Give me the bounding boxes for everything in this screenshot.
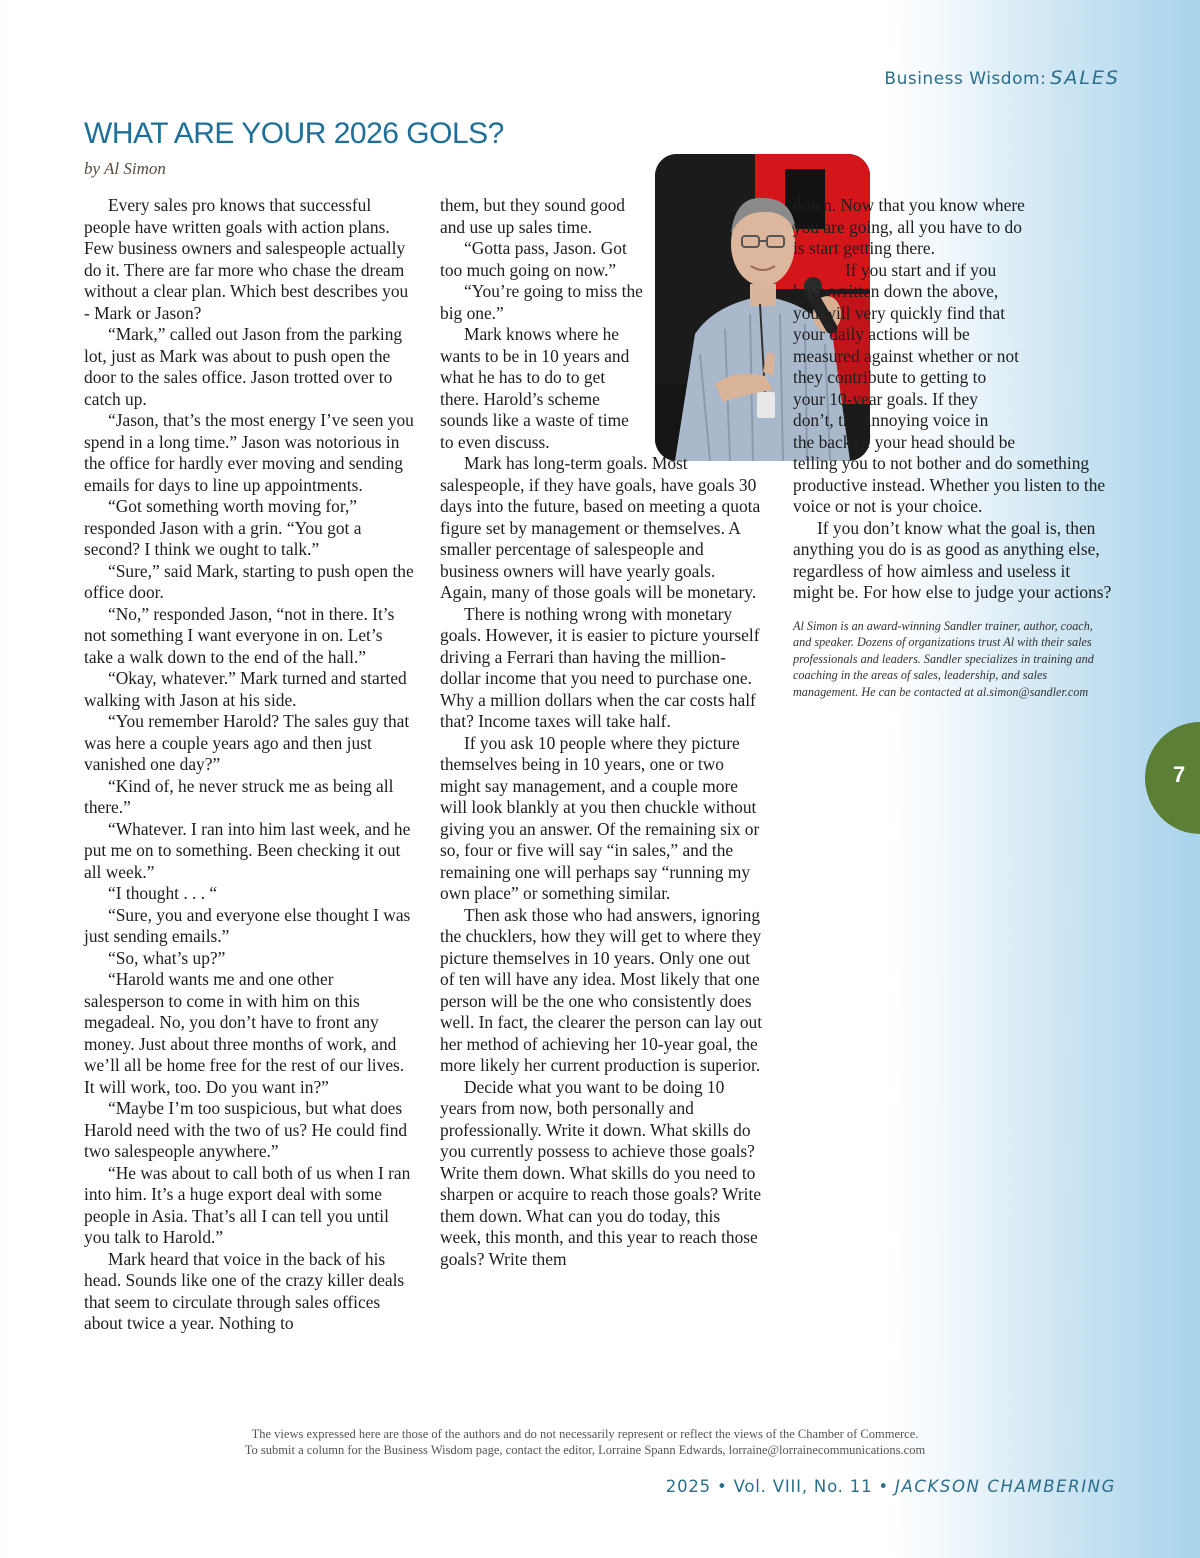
footer-publication: JACKSON CHAMBERING [895,1477,1116,1496]
paragraph: “He was about to call both of us when I ran into him. It’s a huge export deal with some people in Asia. That’s all I can tell you until you talk to Harold.” [84,1162,411,1247]
page-footer [666,1477,1116,1496]
disclaimer-line: The views expressed here are those of the authors and do not necessarily represent or reflect the views of the Chamber of Commerce. [251,1427,919,1441]
paragraph: “Sure,” said Mark, starting to push open the office door. [84,560,414,602]
paragraph: There is nothing wrong with monetary goals. However, it is easier to picture yourself driving a Ferrari than having the million-dollar income that you need to purchase one. Why a million dollars when the car costs half that? Income taxes will take half. [440,603,760,731]
paragraph: “Maybe I’m too suspicious, but what does Harold need with the two of us? He could find two salespeople anywhere.” [84,1098,408,1161]
article-byline: by Al Simon [84,159,166,178]
paragraph: “You’re going to miss the big one.” [440,281,643,323]
paragraph: “I thought . . . “ [108,883,218,903]
paragraph: If you ask 10 people where they picture themselves being in 10 years, one or two might say management, and a couple more will look blankly at you then chuckle without giving you an answer. Of the remaining six or so, four or five will say “in sales,” and the remaining one will perhaps say “running my own place” or something similar. [440,732,760,903]
paragraph: “So, what’s up?” [108,947,226,968]
paragraph: “No,” responded Jason, “not in there. It’s not something I want everyone in on. Let’s take a walk down to the end of the hall.” [84,603,395,667]
paragraph: If you don’t know what the goal is, then anything you do is as good as anything else, regardless of how aimless and useless it might be. For how else to judge your actions? [793,517,1112,602]
paragraph: Decide what you want to be doing 10 years from now, both personally and professionally. Write it down. What skills do you currently possess to achieve those goals? Write them down. What skills do you need to sharpen or acquire to reach those goals? Write them down. What can you do today, this week, this month, and this year to reach those goals? Write them [440,1076,762,1269]
paragraph: the back of your head should be [793,431,1016,452]
section-topic: SALES [1050,67,1120,89]
paragraph: down. Now that you know where you are going, all you have to do is start getting there. [793,195,1025,258]
paragraph: Every sales pro knows that successful people have written goals with action plans. Few business owners and salespeople actually do it. There are far more who chase the dream without a clear plan. Which best describes you - Mark or Jason? [84,195,409,323]
disclaimer [0,1426,1170,1458]
paragraph: telling you to not bother and do something productive instead. Whether you listen to the voice or not is your choice. [793,453,1106,516]
paragraph: “You remember Harold? The sales guy that was here a couple years ago and then just vanished one day?” [84,711,410,774]
paragraph: “Okay, whatever.” Mark turned and started walking with Jason at his side. [84,668,407,710]
author-bio-text: Al Simon is an award-winning Sandler trainer, author, coach, and speaker. Dozens of organizations trust Al with their sales professionals and leaders. Sandler specializes in training and coaching in the areas of sales, leadership, and sales management. He can be contacted at al.simon@sandler.com [793,618,1094,699]
paragraph: “Harold wants me and one other salesperson to come in with him on this megadeal. No, you don’t have to front any money. Just about three months of work, and we’ll all be home free for the rest of our lives. It will work, too. Do you want in?” [84,969,405,1097]
paragraph: “Sure, you and everyone else thought I was just sending emails.” [84,904,411,946]
footer-issue: 2025 • Vol. VIII, No. 11 • [665,1477,889,1496]
paragraph: Mark knows where he wants to be in 10 years and what he has to do to get there. Harold’s scheme sounds like a waste of time to even discuss. [440,324,630,452]
paragraph: Then ask those who had answers, ignoring the chucklers, how they will get to where they picture themselves in 10 years. Only one out of ten will have any idea. Most likely that one person will be the one who consistently does well. In fact, the clearer the person can lay out her method of achieving her 10-year goal, the more likely her current production is superior. [440,904,763,1075]
paragraph: If you start and if you have written down the above, you will very quickly find that your daily actions will be measured against whether or not they contribute to getting to your 10-year goals. If they don’t, the annoying voice in [793,259,1020,430]
author-bio [793,618,1115,701]
article-column-1 [84,195,414,1335]
page-number-badge [1145,722,1200,834]
paragraph: “Whatever. I ran into him last week, and he put me on to something. Been checking it out all week.” [84,818,411,882]
paragraph: “Jason, that’s the most energy I’ve seen you spend in a long time.” Jason was notorious in the office for hardly ever moving and sending emails for days to line up appointments. [84,410,414,495]
article-column-2 [440,195,765,1270]
paragraph: Mark heard that voice in the back of his head. Sounds like one of the crazy killer deals that seem to circulate through sales offices about twice a year. Nothing to [84,1248,405,1333]
paragraph: them, but they sound good and use up sales time. [440,195,626,237]
paragraph: “Got something worth moving for,” responded Jason with a grin. “You got a second? I think we ought to talk.” [84,496,362,559]
article-title: WHAT ARE YOUR 2026 GOLS? [84,117,504,150]
paragraph: “Gotta pass, Jason. Got too much going on now.” [440,238,627,280]
paragraph: Mark has long-term goals. Most salespeople, if they have goals, have goals 30 days into the future, based on meeting a quota figure set by management or themselves. A smaller percentage of salespeople and business owners will have yearly goals. Again, many of those goals will be monetary. [440,453,761,602]
paragraph: “Mark,” called out Jason from the parking lot, just as Mark was about to push open the door to the sales office. Jason trotted over to catch up. [84,324,403,409]
section-header [884,67,1120,89]
section-label: Business Wisdom: [884,69,1047,89]
article-column-3 [793,195,1115,700]
paragraph: “Kind of, he never struck me as being all there.” [84,775,394,817]
page-number: 7 [1173,762,1186,787]
disclaimer-line: To submit a column for the Business Wisdom page, contact the editor, Lorraine Spann Edwards, lorraine@lorrainecommunications.com [244,1443,926,1457]
